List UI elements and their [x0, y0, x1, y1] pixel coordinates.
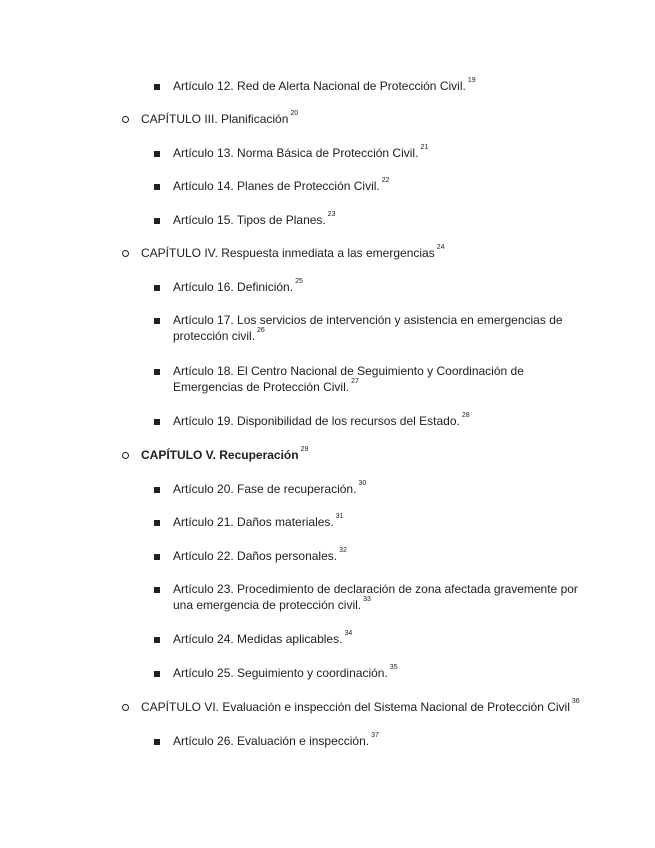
footnote-ref[interactable]: 28 [461, 412, 470, 419]
footnote-ref[interactable]: 30 [358, 480, 367, 487]
article-14-item [173, 178, 390, 194]
footnote-ref[interactable]: 26 [257, 327, 265, 334]
square-bullet-icon [154, 419, 160, 425]
article-12-item [173, 78, 476, 94]
chapter-6-item [141, 699, 580, 715]
square-bullet-icon [154, 554, 160, 560]
article-15-item [173, 212, 336, 228]
article-13-text: Artículo 13. Norma Básica de Protección Civil. [173, 146, 419, 160]
circle-bullet-icon [122, 116, 129, 123]
footnote-ref[interactable]: 29 [300, 446, 309, 453]
article-16-text: Artículo 16. Definición. [173, 280, 294, 294]
article-17-text-line2: protección civil. [173, 329, 256, 343]
circle-bullet-icon [122, 452, 129, 459]
article-21-item [173, 514, 344, 530]
article-25-item [173, 665, 398, 681]
article-19-text: Artículo 19. Disponibilidad de los recursos del Estado. [173, 414, 460, 428]
article-16-item [173, 279, 303, 295]
chapter-5-item [141, 447, 308, 463]
article-17-text-line1: Artículo 17. Los servicios de intervención y asistencia en emergencias de [173, 313, 563, 327]
footnote-ref[interactable]: 36 [571, 698, 580, 705]
footnote-ref[interactable]: 27 [351, 378, 359, 385]
footnote-ref[interactable]: 22 [381, 177, 390, 184]
footnote-ref[interactable]: 35 [389, 664, 398, 671]
square-bullet-icon [154, 587, 160, 593]
article-20-item [173, 481, 366, 497]
article-23-item [173, 581, 578, 613]
article-18-text-line1: Artículo 18. El Centro Nacional de Seguimiento y Coordinación de [173, 364, 524, 378]
square-bullet-icon [154, 637, 160, 643]
square-bullet-icon [154, 218, 160, 224]
square-bullet-icon [154, 671, 160, 677]
article-15-text: Artículo 15. Tipos de Planes. [173, 213, 326, 227]
article-20-text: Artículo 20. Fase de recuperación. [173, 482, 357, 496]
article-12-text: Artículo 12. Red de Alerta Nacional de Protección Civil. [173, 79, 466, 93]
chapter-4-text: CAPÍTULO IV. Respuesta inmediata a las emergencias [141, 246, 435, 260]
circle-bullet-icon [122, 250, 129, 257]
footnote-ref[interactable]: 24 [436, 244, 445, 251]
footnote-ref[interactable]: 32 [339, 547, 347, 554]
footnote-ref[interactable]: 33 [363, 596, 371, 603]
square-bullet-icon [154, 151, 160, 157]
article-18-item [173, 363, 524, 395]
article-23-text-line2: una emergencia de protección civil. [173, 598, 362, 612]
article-26-text: Artículo 26. Evaluación e inspección. [173, 734, 370, 748]
circle-bullet-icon [122, 704, 129, 711]
chapter-3-item [141, 111, 298, 127]
chapter-3-text: CAPÍTULO III. Planificación [141, 112, 289, 126]
footnote-ref[interactable]: 31 [335, 513, 344, 520]
square-bullet-icon [154, 184, 160, 190]
article-13-item [173, 145, 428, 161]
square-bullet-icon [154, 520, 160, 526]
article-17-item [173, 312, 563, 344]
chapter-6-text: CAPÍTULO VI. Evaluación e inspección del Sistema Nacional de Protección Civil [141, 700, 570, 714]
article-22-item [173, 548, 347, 564]
square-bullet-icon [154, 285, 160, 291]
article-21-text: Artículo 21. Daños materiales. [173, 515, 334, 529]
footnote-ref[interactable]: 19 [467, 77, 476, 84]
square-bullet-icon [154, 369, 160, 375]
article-19-item [173, 413, 470, 429]
footnote-ref[interactable]: 20 [290, 110, 299, 117]
article-26-item [173, 733, 379, 749]
footnote-ref[interactable]: 25 [295, 278, 303, 285]
chapter-5-text: CAPÍTULO V. Recuperación [141, 448, 299, 462]
chapter-4-item [141, 245, 445, 261]
square-bullet-icon [154, 487, 160, 493]
footnote-ref[interactable]: 37 [371, 732, 379, 739]
square-bullet-icon [154, 84, 160, 90]
article-23-text-line1: Artículo 23. Procedimiento de declaración de zona afectada gravemente por [173, 582, 578, 596]
footnote-ref[interactable]: 23 [327, 211, 336, 218]
article-25-text: Artículo 25. Seguimiento y coordinación. [173, 666, 388, 680]
article-14-text: Artículo 14. Planes de Protección Civil. [173, 179, 380, 193]
article-24-item [173, 631, 352, 647]
article-22-text: Artículo 22. Daños personales. [173, 549, 338, 563]
article-24-text: Artículo 24. Medidas aplicables. [173, 632, 343, 646]
article-18-text-line2: Emergencias de Protección Civil. [173, 380, 350, 394]
footnote-ref[interactable]: 34 [344, 630, 353, 637]
square-bullet-icon [154, 318, 160, 324]
footnote-ref[interactable]: 21 [420, 144, 429, 151]
square-bullet-icon [154, 739, 160, 745]
